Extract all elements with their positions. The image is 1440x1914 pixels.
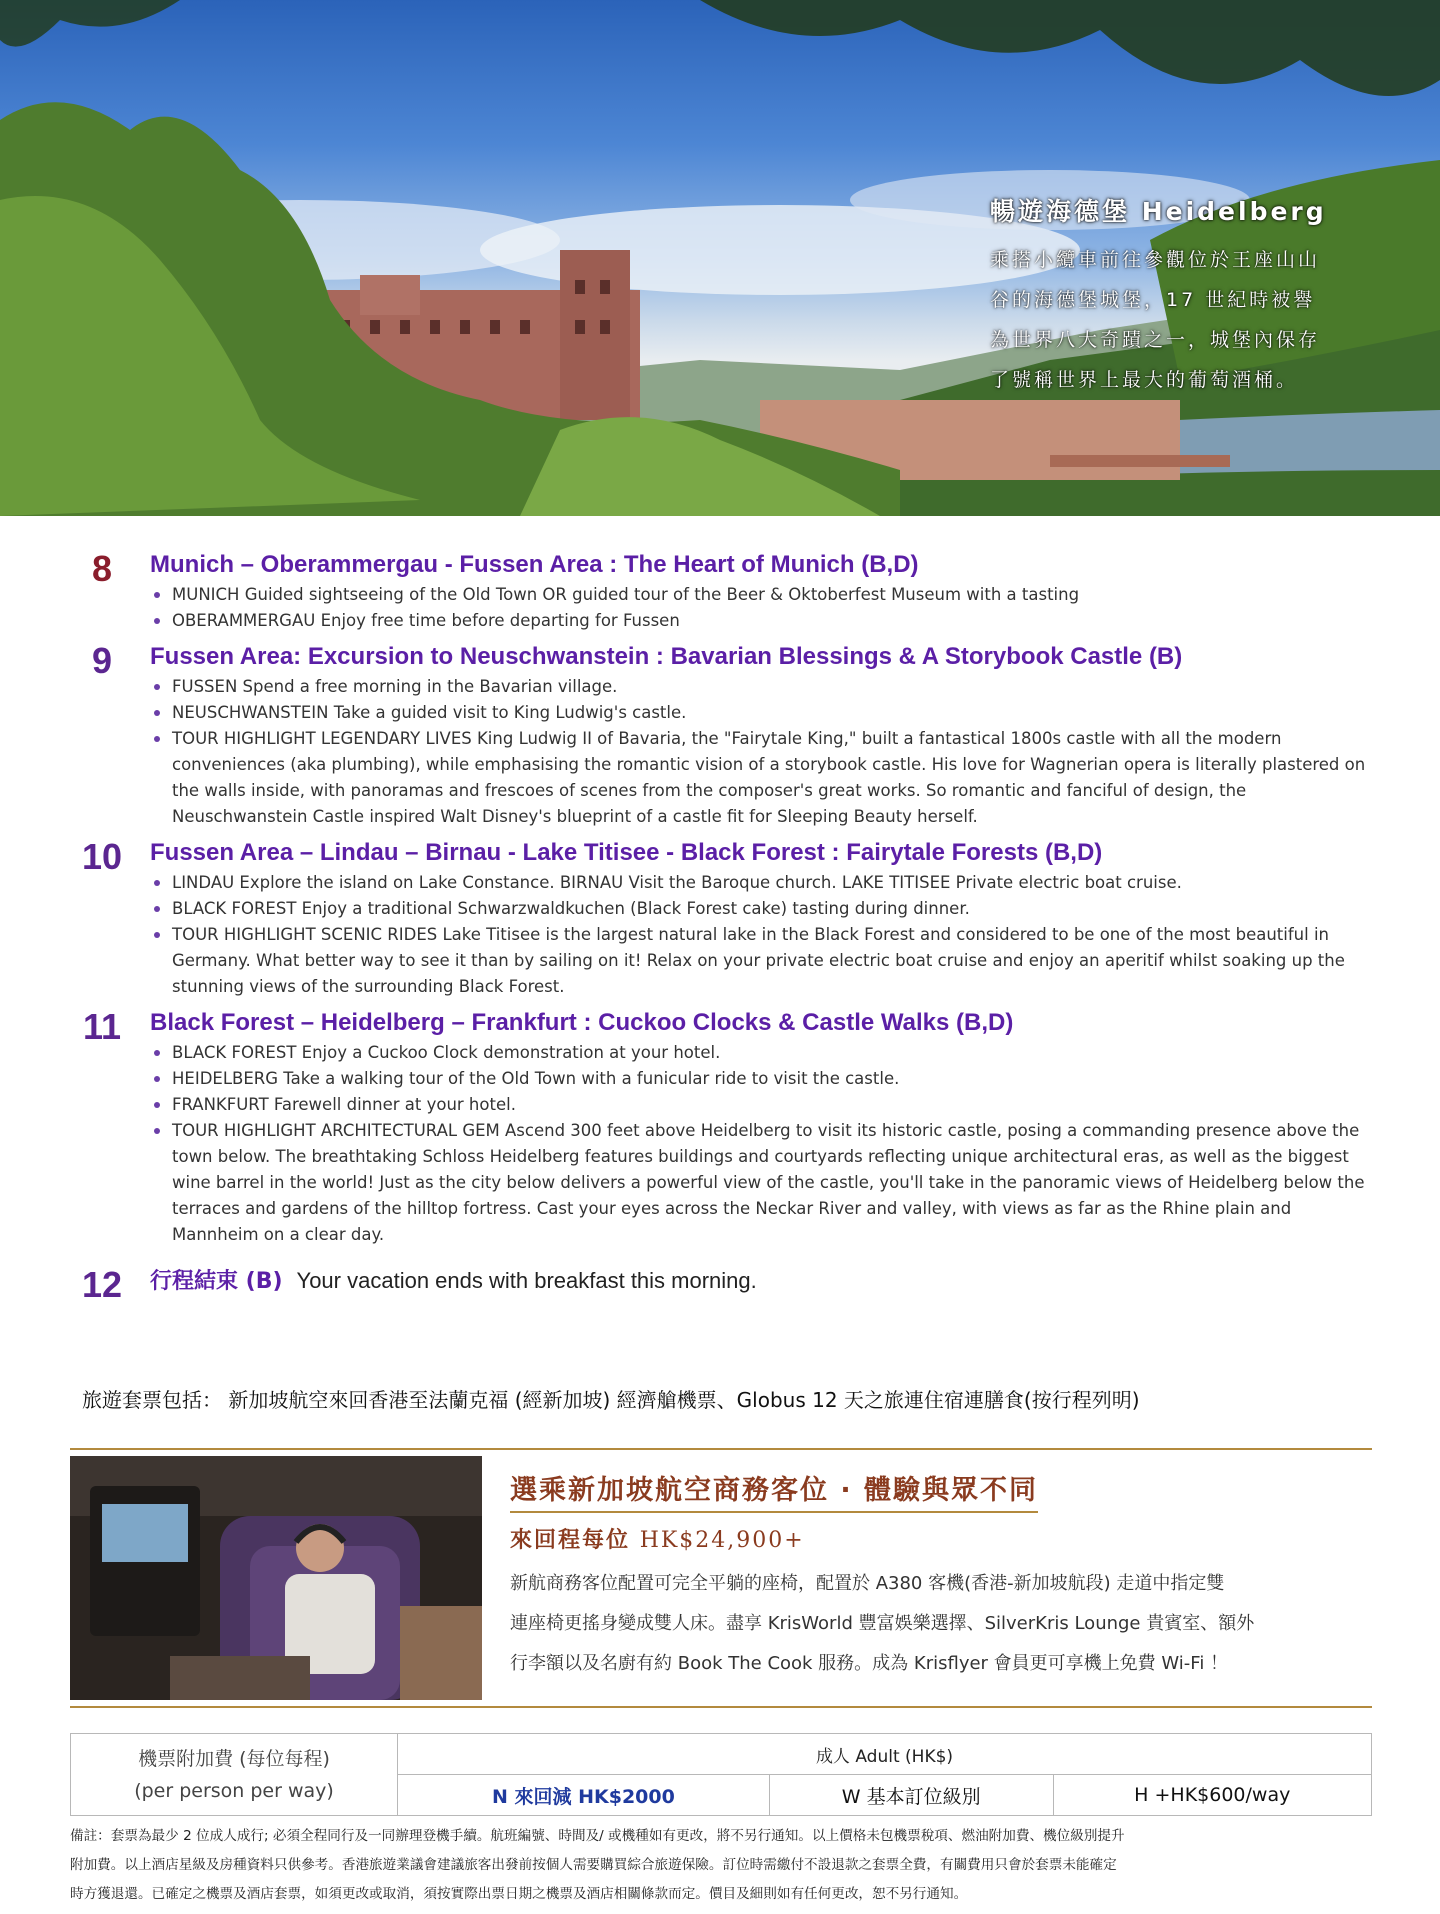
surcharge-label [71,1734,398,1816]
day-bullets [150,674,1380,830]
day-8 [70,548,1380,634]
surcharge-table [70,1733,1372,1816]
hero-line: 了號稱世界上最大的葡萄酒桶。 [990,369,1299,391]
promo-line: 連座椅更搖身變成雙人床。盡享 KrisWorld 豐富娛樂選擇、SilverKris Lounge 貴賓室、額外 [510,1613,1255,1634]
hero-line: 為世界八大奇蹟之一，城堡內保存 [990,329,1321,351]
day-number: 12 [81,1264,123,1305]
list-item: BLACK FOREST Enjoy a traditional Schwarzwaldkuchen (Black Forest cake) tasting during dinner. [152,896,1380,922]
surcharge-label-en: (per person per way) [134,1779,334,1802]
business-class-photo [70,1456,482,1700]
day-title: Munich – Oberammergau - Fussen Area : The Heart of Munich (B,D) [150,551,919,578]
day-bullets [150,1040,1380,1248]
list-item: MUNICH Guided sightseeing of the Old Town OR guided tour of the Beer & Oktoberfest Museum with a tasting [152,582,1380,608]
day-12 [70,1264,1380,1305]
day-end [150,1264,1380,1295]
promo-body [510,1564,1360,1684]
sq-business-promo [70,1448,1372,1708]
itinerary [70,548,1380,1305]
day-title: Fussen Area – Lindau – Birnau - Lake Titisee - Black Forest : Fairytale Forests (B,D) [150,839,1103,866]
day-bullets [150,870,1380,1000]
hero-caption [990,192,1410,400]
price-label: 來回程每位 [510,1528,631,1553]
day-bullets [150,582,1380,634]
hero-banner [0,0,1440,516]
list-item: TOUR HIGHLIGHT SCENIC RIDES Lake Titisee is the largest natural lake in the Black Forest and considered to be one of the most beautiful in Germany. What better way to see it than by sailing on it! Relax on your private electric boat cruise and enjoy an aperitif whilst soaking up the stunning views of the surrounding Black Forest. [152,922,1380,1000]
surcharge-label-cn: 機票附加費 (每位每程) [138,1747,330,1770]
list-item: NEUSCHWANSTEIN Take a guided visit to King Ludwig's castle. [152,700,1380,726]
hero-title: 暢遊海德堡 Heidelberg [990,197,1327,226]
list-item: HEIDELBERG Take a walking tour of the Old Town with a funicular ride to visit the castle. [152,1066,1380,1092]
hero-line: 谷的海德堡城堡，17 世紀時被譽 [990,289,1316,311]
day-10 [70,836,1380,1000]
package-includes: 旅遊套票包括： 新加坡航空來回香港至法蘭克福 (經新加坡) 經濟艙機票、Globus 12 天之旅連住宿連膳食(按行程列明) [82,1388,1140,1412]
promo-line: 行李額以及名廚有約 Book The Cook 服務。成為 Krisflyer 會員更可享機上免費 Wi-Fi ！ [510,1653,1229,1674]
day-title: Fussen Area: Excursion to Neuschwanstein : Bavarian Blessings & A Storybook Castle (B) [150,643,1183,670]
hero-line: 乘搭小纜車前往參觀位於王座山山 [990,249,1321,271]
promo-text [510,1468,1360,1684]
promo-price [510,1523,1360,1554]
day-title: Black Forest – Heidelberg – Frankfurt : Cuckoo Clocks & Castle Walks (B,D) [150,1009,1014,1036]
list-item: LINDAU Explore the island on Lake Constance. BIRNAU Visit the Baroque church. LAKE TITISEE Private electric boat cruise. [152,870,1380,896]
price-amount: HK$24,900+ [639,1528,805,1553]
day-text: Your vacation ends with breakfast this morning. [296,1268,757,1293]
surcharge-h: H +HK$600/way [1053,1775,1371,1816]
remark-line: 附加費。以上酒店星級及房種資料只供參考。香港旅遊業議會建議旅客出發前按個人需要購買綜合旅遊保險。訂位時需繳付不設退款之套票全費，有關費用只會於套票未能確定 [70,1857,1117,1873]
list-item: FRANKFURT Farewell dinner at your hotel. [152,1092,1380,1118]
list-item: BLACK FOREST Enjoy a Cuckoo Clock demonstration at your hotel. [152,1040,1380,1066]
remark-line: 時方獲退還。已確定之機票及酒店套票，如須更改或取消，須按實際出票日期之機票及酒店相關條款而定。價目及細則如有任何更改，恕不另行通知。 [70,1886,968,1902]
day-number: 10 [81,836,123,877]
surcharge-w: W 基本訂位級別 [769,1775,1053,1816]
surcharge-n: N 來回減 HK$2000 [398,1775,770,1816]
list-item: TOUR HIGHLIGHT ARCHITECTURAL GEM Ascend 300 feet above Heidelberg to visit its historic castle, posing a commanding presence above the town below. The breathtaking Schloss Heidelberg features buildings and courtyards reflecting unique architectural eras, as well as the biggest wine barrel in the world! Just as the city below delivers a powerful view of the castle, you'll take in the panoramic views of Heidelberg below the terraces and gardens of the hilltop fortress. Cast your eyes across the Neckar River and valley, with views as far as the Rhine plain and Mannheim on a clear day. [152,1118,1380,1248]
day-number: 11 [82,1006,122,1047]
list-item: TOUR HIGHLIGHT LEGENDARY LIVES King Ludwig II of Bavaria, the "Fairytale King," built a fantastical 1800s castle with all the modern conveniences (aka plumbing), while emphasising the romantic vision of a storybook castle. His love for Wagnerian opera is literally plastered on the walls inside, with panoramas and frescoes of scenes from the composer's great works. So romantic and fanciful of design, the Neuschwanstein Castle inspired Walt Disney's blueprint of a castle fit for Sleeping Beauty herself. [152,726,1380,830]
remark-line: 備註：套票為最少 2 位成人成行; 必須全程同行及一同辦理登機手續。航班編號、時間及/ 或機種如有更改，將不另行通知。以上價格未包機票稅項、燃油附加費、機位級別提升 [70,1828,1125,1844]
day-11 [70,1006,1380,1248]
list-item: FUSSEN Spend a free morning in the Bavarian village. [152,674,1380,700]
day-number: 8 [91,548,113,589]
list-item: OBERAMMERGAU Enjoy free time before departing for Fussen [152,608,1380,634]
remarks [70,1822,1380,1909]
day-number: 9 [91,640,113,681]
promo-title: 選乘新加坡航空商務客位 · 體驗與眾不同 [510,1468,1038,1513]
surcharge-header: 成人 Adult (HK$) [398,1734,1372,1775]
day-9 [70,640,1380,830]
promo-line: 新航商務客位配置可完全平躺的座椅，配置於 A380 客機(香港-新加坡航段) 走道中指定雙 [510,1573,1225,1594]
day-title: 行程結束 (B) [150,1269,283,1294]
